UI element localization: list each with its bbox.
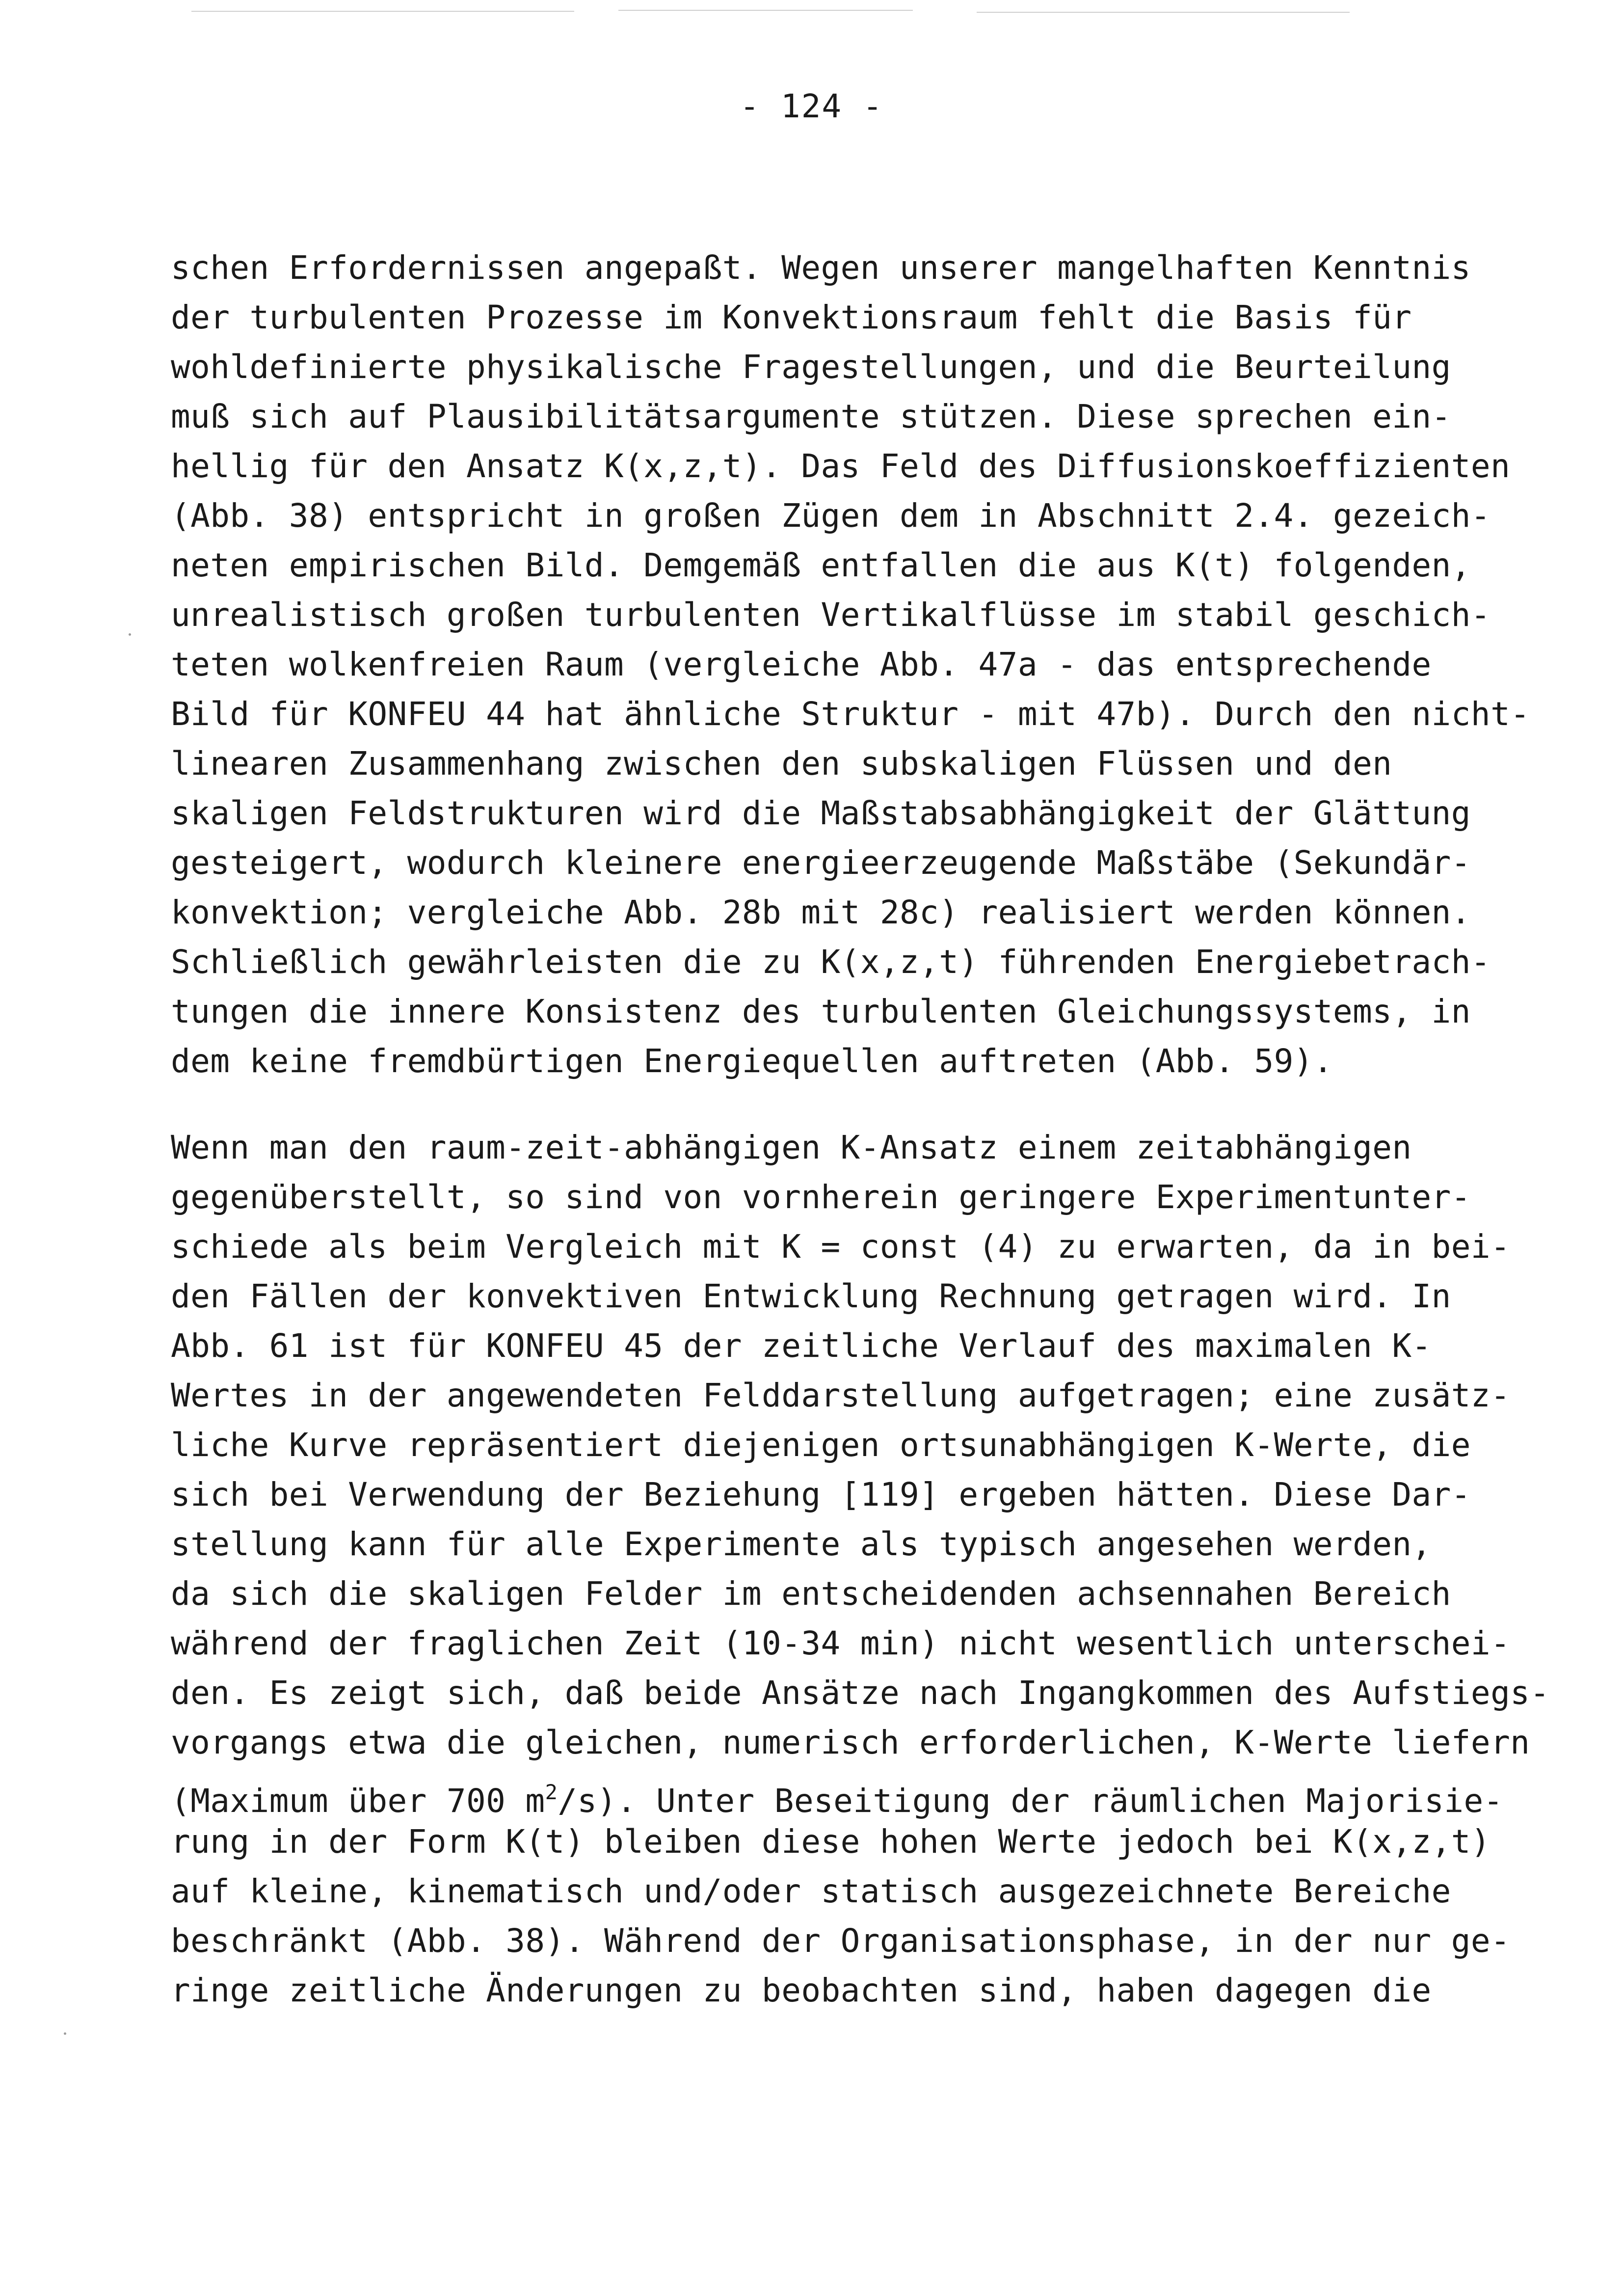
text-line: während der fraglichen Zeit (10-34 min) nicht wesentlich unterschei- bbox=[171, 1624, 1511, 1662]
scan-speck bbox=[129, 633, 131, 636]
text-line: Schließlich gewährleisten die zu K(x,z,t) führenden Energiebetrach- bbox=[171, 943, 1491, 981]
superscript: 2 bbox=[545, 1780, 558, 1804]
scan-edge-mark bbox=[191, 11, 574, 12]
text-line: gesteigert, wodurch kleinere energieerzeugende Maßstäbe (Sekundär- bbox=[171, 844, 1471, 882]
text-line: Wertes in der angewendeten Felddarstellung aufgetragen; eine zusätz- bbox=[171, 1377, 1511, 1414]
text-line: Wenn man den raum-zeit-abhängigen K-Ansatz einem zeitabhängigen bbox=[171, 1129, 1412, 1166]
scan-edge-mark bbox=[618, 10, 913, 11]
text-segment: (Maximum über 700 m bbox=[171, 1782, 545, 1820]
text-line: (Abb. 38) entspricht in großen Zügen dem in Abschnitt 2.4. gezeich- bbox=[171, 497, 1491, 535]
text-line: gegenüberstellt, so sind von vornherein geringere Experimentunter- bbox=[171, 1178, 1471, 1216]
text-line: liche Kurve repräsentiert diejenigen ortsunabhängigen K-Werte, die bbox=[171, 1426, 1471, 1464]
text-line: sich bei Verwendung der Beziehung [119] ergeben hätten. Diese Dar- bbox=[171, 1476, 1471, 1513]
text-line: schiede als beim Vergleich mit K = const (4) zu erwarten, da in bei- bbox=[171, 1228, 1511, 1266]
text-line: ringe zeitliche Änderungen zu beobachten sind, haben dagegen die bbox=[171, 1972, 1432, 2009]
text-line: stellung kann für alle Experimente als typisch angesehen werden, bbox=[171, 1525, 1432, 1563]
text-line: linearen Zusammenhang zwischen den subskaligen Flüssen und den bbox=[171, 745, 1392, 783]
text-line: hellig für den Ansatz K(x,z,t). Das Feld des Diffusionskoeffizienten bbox=[171, 447, 1511, 485]
text-line: unrealistisch großen turbulenten Vertikalflüsse im stabil geschich- bbox=[171, 596, 1491, 634]
scan-speck bbox=[64, 2032, 66, 2035]
text-line: den. Es zeigt sich, daß beide Ansätze nach Ingangkommen des Aufstiegs- bbox=[171, 1674, 1550, 1712]
text-segment: /s). Unter Beseitigung der räumlichen Majorisie- bbox=[558, 1782, 1503, 1820]
text-line: tungen die innere Konsistenz des turbulenten Gleichungssystems, in bbox=[171, 993, 1471, 1030]
text-line: muß sich auf Plausibilitätsargumente stützen. Diese sprechen ein- bbox=[171, 398, 1451, 435]
text-line: schen Erfordernissen angepaßt. Wegen unserer mangelhaften Kenntnis bbox=[171, 249, 1471, 287]
scan-edge-mark bbox=[977, 12, 1350, 13]
text-line: Abb. 61 ist für KONFEU 45 der zeitliche Verlauf des maximalen K- bbox=[171, 1327, 1432, 1365]
text-line: beschränkt (Abb. 38). Während der Organisationsphase, in der nur ge- bbox=[171, 1922, 1511, 1960]
text-line: skaligen Feldstrukturen wird die Maßstabsabhängigkeit der Glättung bbox=[171, 794, 1471, 832]
text-line: rung in der Form K(t) bleiben diese hohen Werte jedoch bei K(x,z,t) bbox=[171, 1823, 1491, 1861]
text-line: neten empirischen Bild. Demgemäß entfallen die aus K(t) folgenden, bbox=[171, 546, 1471, 584]
text-line: auf kleine, kinematisch und/oder statisch ausgezeichnete Bereiche bbox=[171, 1872, 1451, 1910]
text-line: Bild für KONFEU 44 hat ähnliche Struktur - mit 47b). Durch den nicht- bbox=[171, 695, 1530, 733]
text-line: der turbulenten Prozesse im Konvektionsraum fehlt die Basis für bbox=[171, 298, 1412, 336]
text-line: konvektion; vergleiche Abb. 28b mit 28c) realisiert werden können. bbox=[171, 893, 1471, 931]
text-line: wohldefinierte physikalische Fragestellungen, und die Beurteilung bbox=[171, 348, 1451, 386]
text-line: den Fällen der konvektiven Entwicklung Rechnung getragen wird. In bbox=[171, 1277, 1451, 1315]
page-number: - 124 - bbox=[740, 87, 883, 125]
text-line: vorgangs etwa die gleichen, numerisch erforderlichen, K-Werte liefern bbox=[171, 1724, 1530, 1761]
text-line: da sich die skaligen Felder im entscheidenden achsennahen Bereich bbox=[171, 1575, 1451, 1613]
text-line: teten wolkenfreien Raum (vergleiche Abb. 47a - das entsprechende bbox=[171, 646, 1432, 683]
text-line: dem keine fremdbürtigen Energiequellen auftreten (Abb. 59). bbox=[171, 1042, 1333, 1080]
